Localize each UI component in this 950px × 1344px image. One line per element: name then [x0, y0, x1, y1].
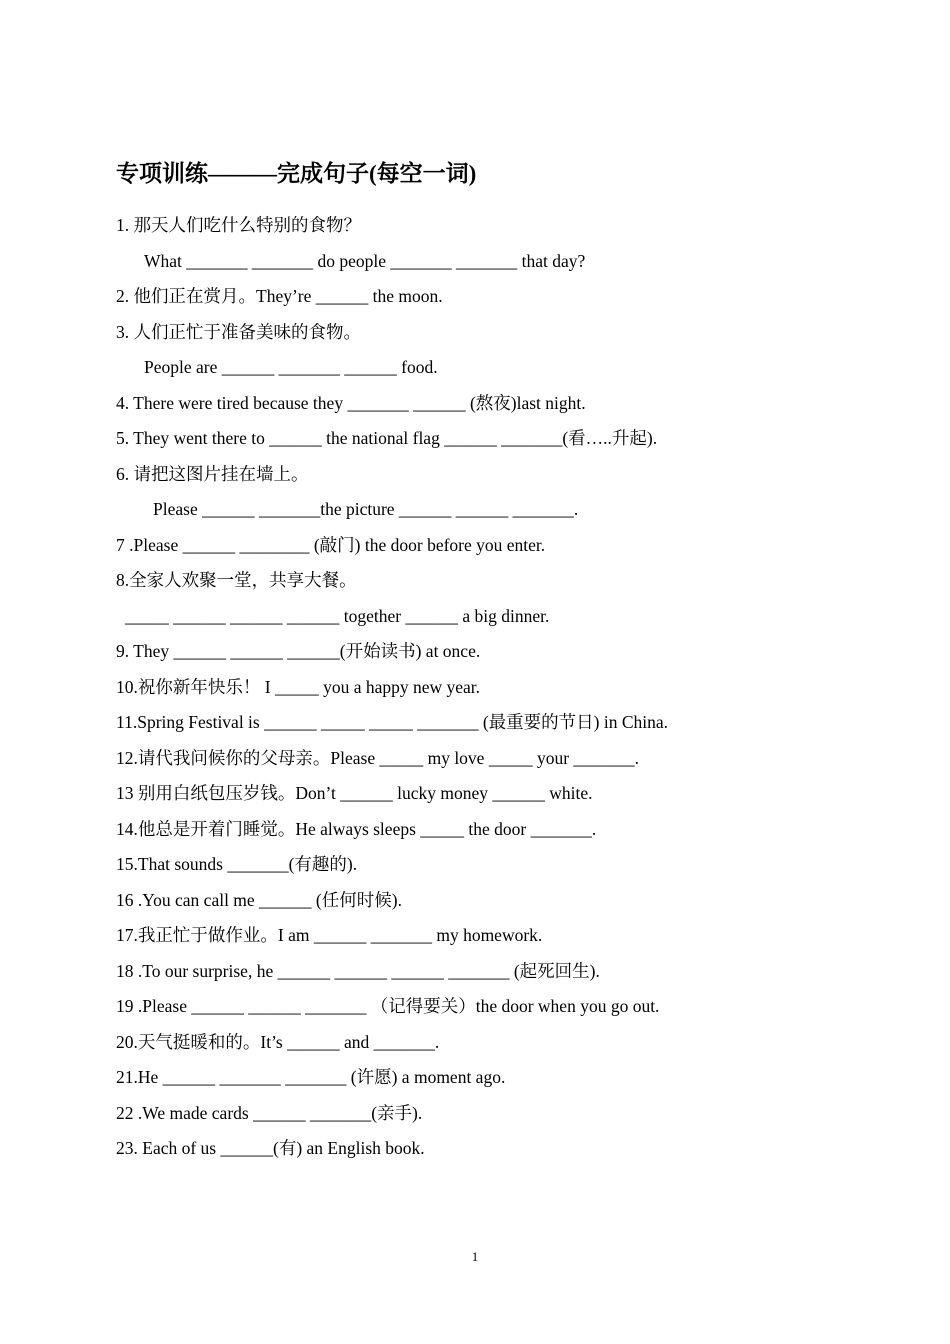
exercise-line: 19 .Please ______ ______ _______ （记得要关）the door when you go out.: [116, 996, 660, 1016]
exercise-line: 12.请代我问候你的父母亲。Please _____ my love _____ your _______.: [116, 747, 640, 768]
exercise-line: 6. 请把这图片挂在墙上。: [116, 463, 309, 484]
exercise-line: _____ ______ ______ ______ together ______ a big dinner.: [125, 605, 550, 626]
exercise-line: 8.全家人欢聚一堂，共享大餐。: [116, 570, 357, 590]
exercise-line: 16 .You can call me ______ (任何时候).: [116, 889, 402, 910]
exercise-line: 5. They went there to ______ the national flag ______ _______(看…..升起).: [116, 428, 658, 448]
exercise-line: 11.Spring Festival is ______ _____ _____ _______ (最重要的节日) in China.: [116, 712, 669, 732]
exercise-line: 15.That sounds _______(有趣的).: [116, 854, 358, 874]
exercise-line: 2. 他们正在赏月。They’re ______ the moon.: [116, 286, 443, 306]
exercise-list: [116, 208, 896, 1167]
exercise-line: 4. There were tired because they _______ ______ (熬夜)last night.: [116, 392, 586, 413]
exercise-line: 7 .Please ______ ________ (敲门) the door before you enter.: [116, 534, 546, 555]
exercise-line: 23. Each of us ______(有) an English book.: [116, 1138, 425, 1158]
exercise-line: 22 .We made cards ______ _______(亲手).: [116, 1102, 423, 1123]
exercise-line: 14.他总是开着门睡觉。He always sleeps _____ the door _______.: [116, 818, 597, 839]
exercise-line: 10.祝你新年快乐！ I _____ you a happy new year.: [116, 676, 481, 697]
exercise-line: 9. They ______ ______ ______(开始读书) at once.: [116, 641, 481, 661]
page-number: 1: [471, 1249, 479, 1264]
exercise-line: 21.He ______ _______ _______ (许愿) a moment ago.: [116, 1067, 506, 1087]
exercise-line: Please ______ _______the picture ______ ______ _______.: [153, 499, 579, 519]
exercise-line: 3. 人们正忙于准备美味的食物。: [116, 321, 361, 342]
exercise-line: 18 .To our surprise, he ______ ______ ______ _______ (起死回生).: [116, 960, 600, 981]
exercise-line: 20.天气挺暖和的。It’s ______ and _______.: [116, 1031, 440, 1052]
exercise-line: People are ______ _______ ______ food.: [144, 357, 438, 377]
exercise-line: 17.我正忙于做作业。I am ______ _______ my homework.: [116, 925, 543, 945]
exercise-line: 1. 那天人们吃什么特别的食物？: [116, 215, 361, 235]
exercise-line: 13 别用白纸包压岁钱。Don’t ______ lucky money ______ white.: [116, 783, 593, 803]
exercise-line: What _______ _______ do people _______ _______ that day?: [144, 250, 586, 271]
page-title: 专项训练———完成句子(每空一词): [116, 161, 477, 186]
